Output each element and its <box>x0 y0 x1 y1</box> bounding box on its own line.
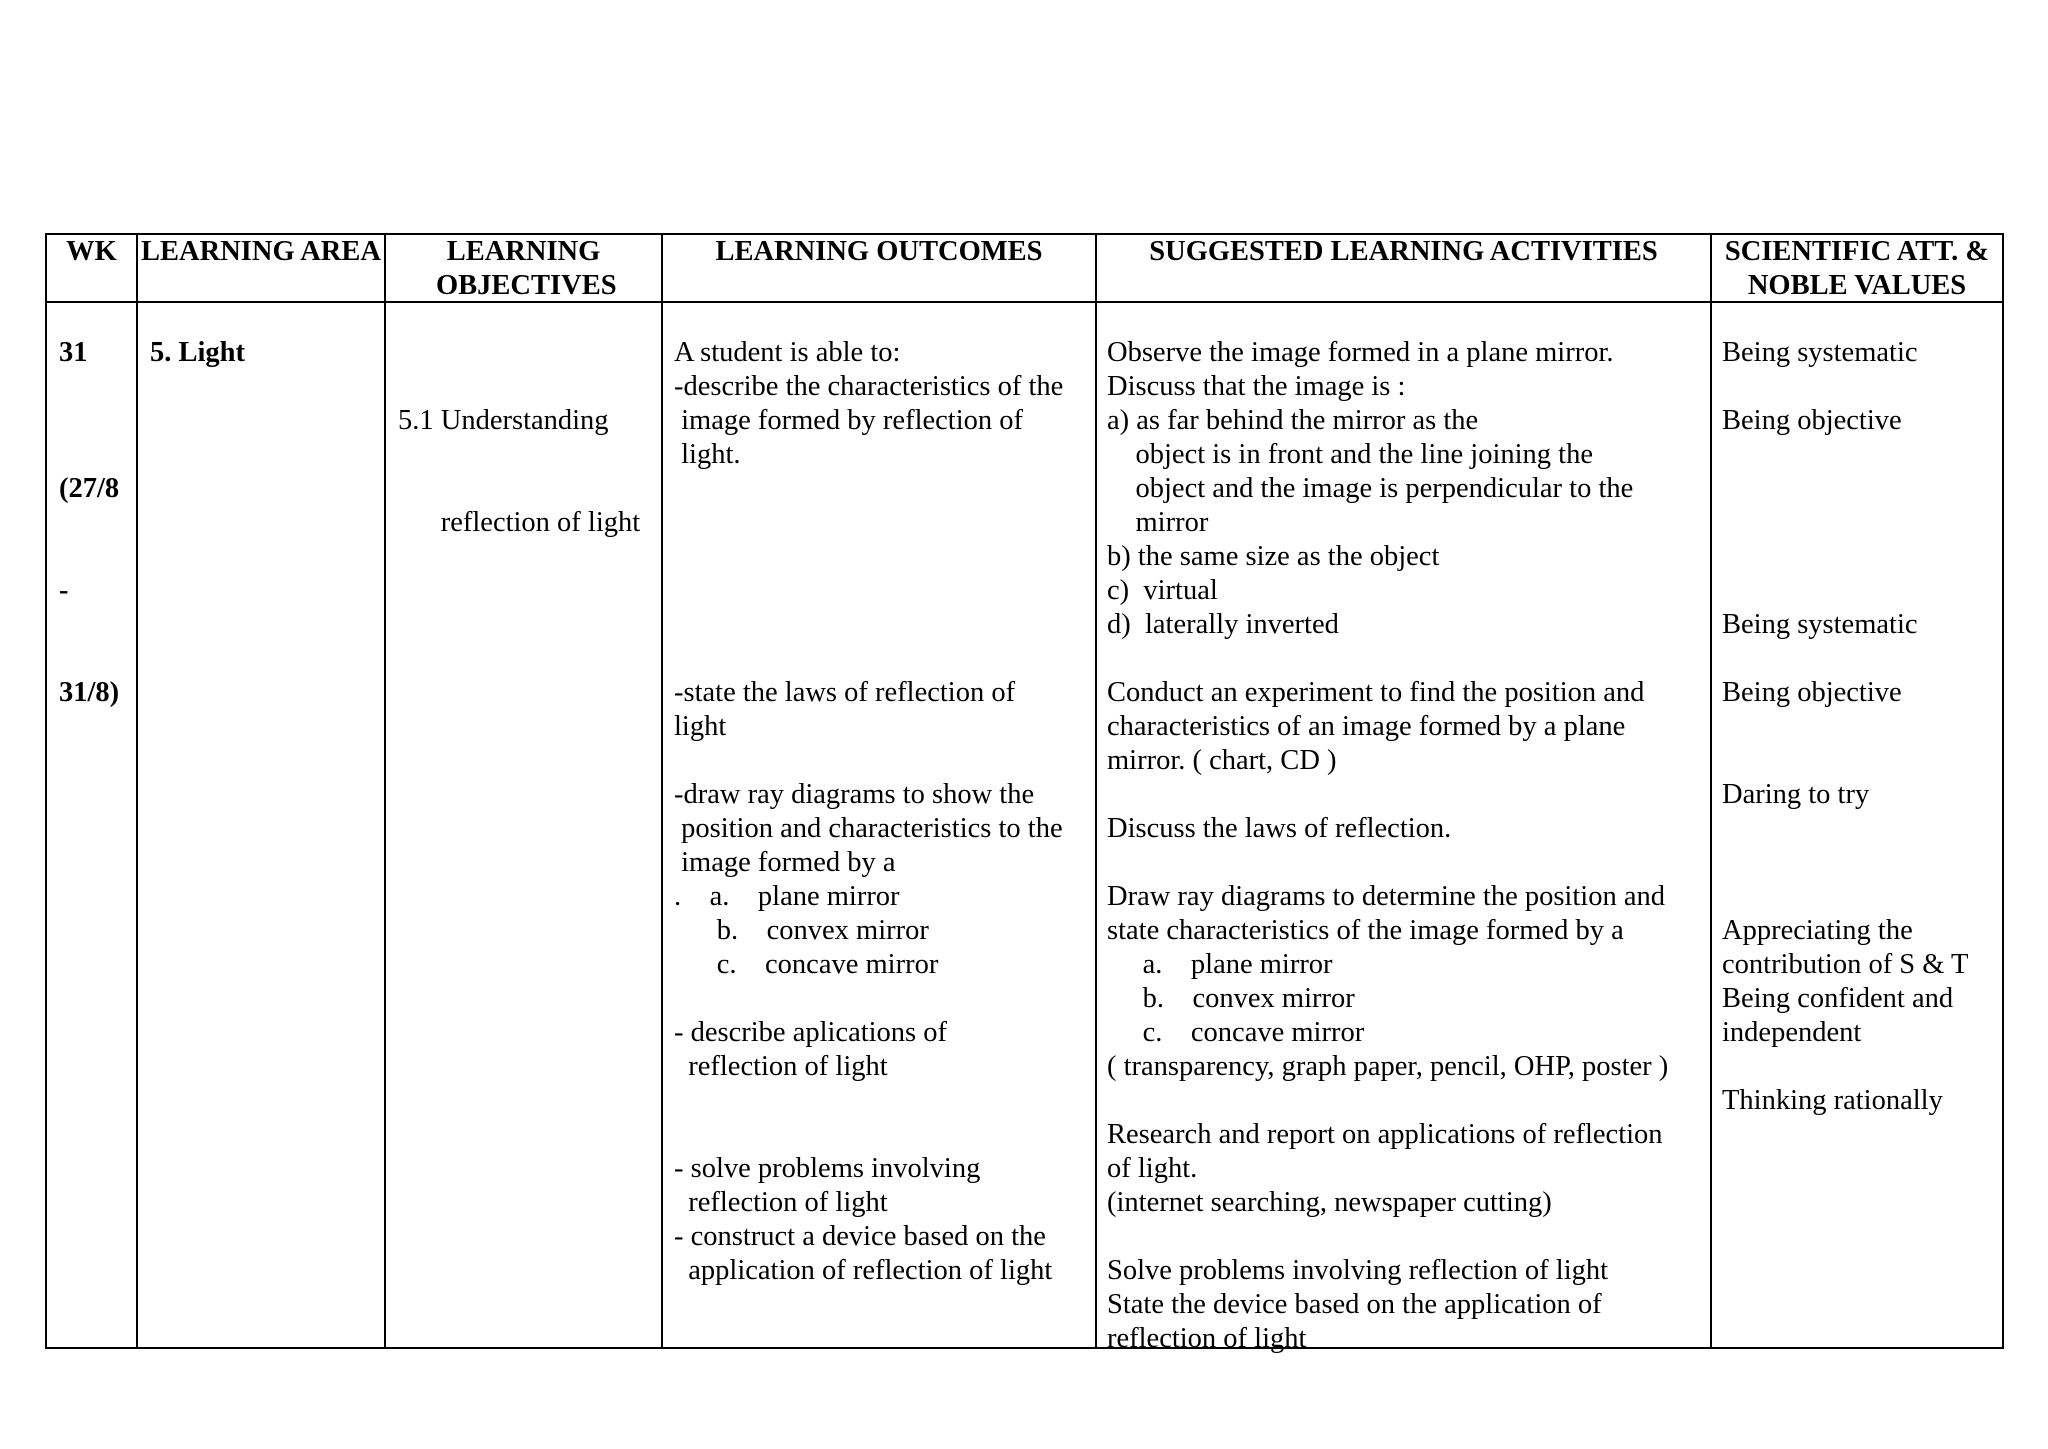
col-border-3 <box>661 233 663 1349</box>
learning-area-value: 5. Light <box>150 337 246 368</box>
activity-line: b. convex mirror <box>1107 983 1355 1014</box>
value-line <box>1722 710 1968 744</box>
objective-line: 5.1 Understanding <box>398 405 609 436</box>
activity-line: ( transparency, graph paper, pencil, OHP, poster ) <box>1107 1051 1669 1082</box>
value-line <box>1722 880 1968 914</box>
value-line: contribution of S & T <box>1722 949 1969 980</box>
activity-line: Research and report on applications of reflection <box>1107 1119 1663 1150</box>
outcome-line: image formed by a <box>674 847 896 878</box>
value-line <box>1722 472 1968 506</box>
outcome-line: - construct a device based on the <box>674 1221 1046 1252</box>
outcome-line: image formed by reflection of <box>674 405 1023 436</box>
value-line <box>1722 1050 1968 1084</box>
activity-line: a. plane mirror <box>1107 949 1333 980</box>
activity-line: b) the same size as the object <box>1107 541 1440 572</box>
activity-line: Solve problems involving reflection of light <box>1107 1255 1609 1286</box>
activity-line: (internet searching, newspaper cutting) <box>1107 1187 1552 1218</box>
value-line: Being confident and <box>1722 983 1954 1014</box>
activity-line: c. concave mirror <box>1107 1017 1365 1048</box>
header-scientific-values: SCIENTIFIC ATT. & NOBLE VALUES <box>1724 236 1990 301</box>
outcome-line: -describe the characteristics of the <box>674 371 1064 402</box>
outcome-line <box>674 506 1063 540</box>
value-line <box>1722 506 1968 540</box>
outcome-line: A student is able to: <box>674 337 901 368</box>
suggested-activities-text <box>1107 336 1668 1356</box>
outcome-line: c. concave mirror <box>674 949 939 980</box>
activity-line: object is in front and the line joining the <box>1107 439 1593 470</box>
outcome-line: reflection of light <box>674 1187 888 1218</box>
activity-line: characteristics of an image formed by a plane <box>1107 711 1626 742</box>
col-border-6 <box>2002 233 2004 1349</box>
outcome-line <box>674 574 1063 608</box>
outcome-line <box>674 472 1063 506</box>
outcome-line: light. <box>674 439 741 470</box>
activity-line: state characteristics of the image formed by a <box>1107 915 1624 946</box>
value-line <box>1722 574 1968 608</box>
learning-objective-text <box>398 336 640 574</box>
week-date-line: 31/8) <box>59 677 120 708</box>
outcome-line: application of reflection of light <box>674 1255 1053 1286</box>
value-line <box>1722 438 1968 472</box>
header-wk: WK <box>66 236 117 267</box>
objective-line: reflection of light <box>398 507 641 538</box>
value-line <box>1722 642 1968 676</box>
col-border-1 <box>136 233 138 1349</box>
activity-line: reflection of light <box>1107 1323 1307 1354</box>
header-learning-area: LEARNING AREA <box>141 236 381 267</box>
value-line <box>1722 744 1968 778</box>
activity-line: Draw ray diagrams to determine the position and <box>1107 881 1665 912</box>
activity-line <box>1107 1220 1668 1254</box>
value-line: Appreciating the <box>1722 915 1913 946</box>
value-line: Daring to try <box>1722 779 1870 810</box>
activity-line: a) as far behind the mirror as the <box>1107 405 1479 436</box>
outcome-line <box>674 608 1063 642</box>
value-line: Being systematic <box>1722 337 1918 368</box>
activity-line: State the device based on the application of <box>1107 1289 1602 1320</box>
value-line: Being objective <box>1722 405 1902 436</box>
activity-line: d) laterally inverted <box>1107 609 1339 640</box>
activity-line: c) virtual <box>1107 575 1218 606</box>
value-line: Thinking rationally <box>1722 1085 1943 1116</box>
outcome-line <box>674 1084 1063 1118</box>
value-line <box>1722 812 1968 846</box>
outcome-line <box>674 1118 1063 1152</box>
outcome-line: b. convex mirror <box>674 915 929 946</box>
outcome-line: position and characteristics to the <box>674 813 1063 844</box>
outcome-line: -draw ray diagrams to show the <box>674 779 1035 810</box>
scientific-values-text <box>1722 336 1968 1118</box>
week-date-line: - <box>59 575 69 606</box>
outcome-line: . a. plane mirror <box>674 881 900 912</box>
outcome-line: -state the laws of reflection of <box>674 677 1016 708</box>
activity-line: Observe the image formed in a plane mirror. <box>1107 337 1614 368</box>
value-line <box>1722 846 1968 880</box>
value-line <box>1722 370 1968 404</box>
col-border-5 <box>1710 233 1712 1349</box>
outcome-line: reflection of light <box>674 1051 888 1082</box>
header-learning-outcomes: LEARNING OUTCOMES <box>715 236 1043 267</box>
header-learning-objectives: LEARNING OBJECTIVES <box>436 236 617 301</box>
learning-outcomes-text <box>674 336 1063 1288</box>
outcome-line <box>674 744 1063 778</box>
activity-line: Conduct an experiment to find the position and <box>1107 677 1645 708</box>
col-border-0 <box>45 233 47 1349</box>
activity-line: Discuss the laws of reflection. <box>1107 813 1452 844</box>
header-suggested-activities: SUGGESTED LEARNING ACTIVITIES <box>1149 236 1658 267</box>
value-line: Being objective <box>1722 677 1902 708</box>
outcome-line <box>674 642 1063 676</box>
activity-line: mirror. ( chart, CD ) <box>1107 745 1337 776</box>
outcome-line: light <box>674 711 727 742</box>
activity-line <box>1107 778 1668 812</box>
col-border-2 <box>384 233 386 1349</box>
week-number: 31 <box>59 337 88 368</box>
activity-line: mirror <box>1107 507 1209 538</box>
week-dates <box>59 404 119 744</box>
activity-line <box>1107 642 1668 676</box>
value-line: Being systematic <box>1722 609 1918 640</box>
week-date-line: (27/8 <box>59 473 120 504</box>
activity-line <box>1107 846 1668 880</box>
value-line <box>1722 540 1968 574</box>
value-line: independent <box>1722 1017 1862 1048</box>
activity-line: of light. <box>1107 1153 1198 1184</box>
outcome-line: - solve problems involving <box>674 1153 981 1184</box>
outcome-line <box>674 982 1063 1016</box>
activity-line <box>1107 1084 1668 1118</box>
outcome-line <box>674 540 1063 574</box>
col-border-4 <box>1095 233 1097 1349</box>
activity-line: object and the image is perpendicular to the <box>1107 473 1634 504</box>
activity-line: Discuss that the image is : <box>1107 371 1406 402</box>
outcome-line: - describe aplications of <box>674 1017 948 1048</box>
